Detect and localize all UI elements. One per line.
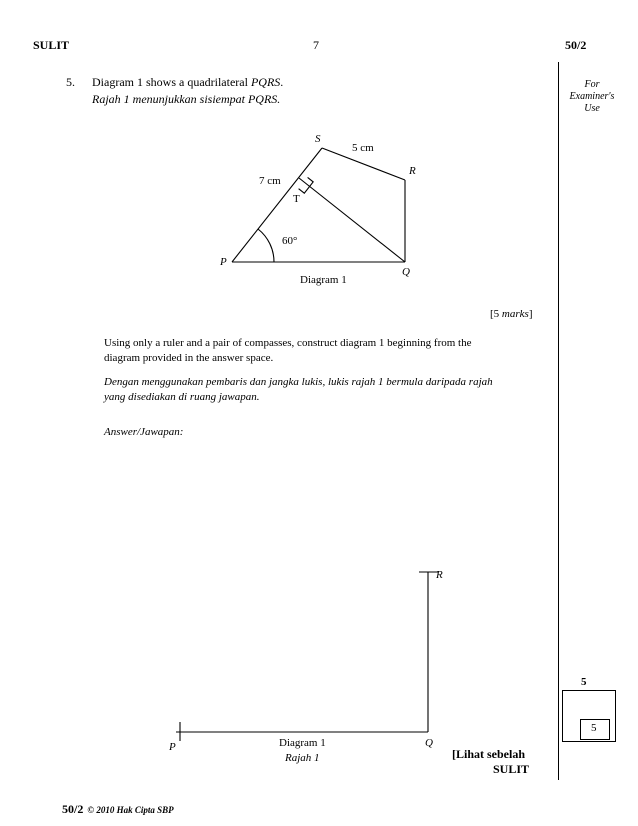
diagram1-figure	[232, 148, 405, 262]
prompt-en-post: .	[280, 75, 284, 89]
prompt-en-name: PQRS	[250, 75, 281, 89]
instruction-en-line-2: diagram provided in the answer space.	[104, 352, 274, 364]
footer-copyright-text: © 2010 Hak Cipta SBP	[87, 805, 174, 815]
marks-post: ]	[528, 308, 533, 320]
label-q: Q	[402, 266, 410, 278]
page-number: 7	[313, 38, 319, 52]
header-code: 50/2	[565, 38, 587, 52]
instruction-ms-line-1: Dengan menggunakan pembaris dan jangka lukis, lukis rajah 1 bermula daripada rajah	[104, 376, 493, 388]
instruction-ms-line-2: yang disediakan di ruang jawapan.	[104, 391, 260, 403]
question-prompt-ms: Rajah 1 menunjukkan sisiempat PQRS.	[92, 92, 281, 106]
answer-caption-ms: Rajah 1	[285, 752, 320, 764]
label-ps-length: 7 cm	[259, 175, 281, 187]
examiner-line-2: Examiner's	[569, 91, 615, 102]
footer-sulit: SULIT	[493, 762, 530, 776]
angle-arc	[258, 229, 274, 262]
label-t: T	[293, 193, 300, 205]
label-angle: 60°	[282, 235, 298, 247]
header-sulit: SULIT	[33, 38, 70, 52]
label-s: S	[315, 133, 321, 145]
prompt-en-pre: Diagram 1 shows a quadrilateral	[92, 75, 251, 89]
side-sp	[232, 148, 322, 262]
footer-code: 50/2	[62, 802, 84, 816]
score-total: 5	[581, 676, 587, 688]
label-p: P	[220, 256, 227, 268]
diagram1-caption: Diagram 1	[300, 274, 347, 286]
marks-pre: [5	[490, 308, 502, 320]
answer-label-p: P	[169, 741, 176, 753]
answer-label: Answer/Jawapan:	[104, 426, 184, 438]
marks-word: marks	[501, 308, 529, 320]
score-value: 5	[591, 722, 597, 734]
marks	[490, 308, 532, 320]
examiner-line-3: Use	[584, 103, 600, 114]
label-r: R	[409, 165, 416, 177]
instruction-en-line-1: Using only a ruler and a pair of compasses, construct diagram 1 beginning from the	[104, 337, 472, 349]
question-number: 5.	[66, 75, 75, 89]
label-sr-length: 5 cm	[352, 142, 374, 154]
footer-copyright	[62, 800, 174, 818]
answer-label-r: R	[436, 569, 443, 581]
answer-label-q: Q	[425, 737, 433, 749]
answer-figure	[176, 572, 438, 741]
footer-turn-over: [Lihat sebelah	[452, 747, 526, 761]
answer-caption-en: Diagram 1	[279, 737, 326, 749]
examiner-line-1: For	[584, 79, 600, 90]
segment-tq	[299, 178, 405, 262]
